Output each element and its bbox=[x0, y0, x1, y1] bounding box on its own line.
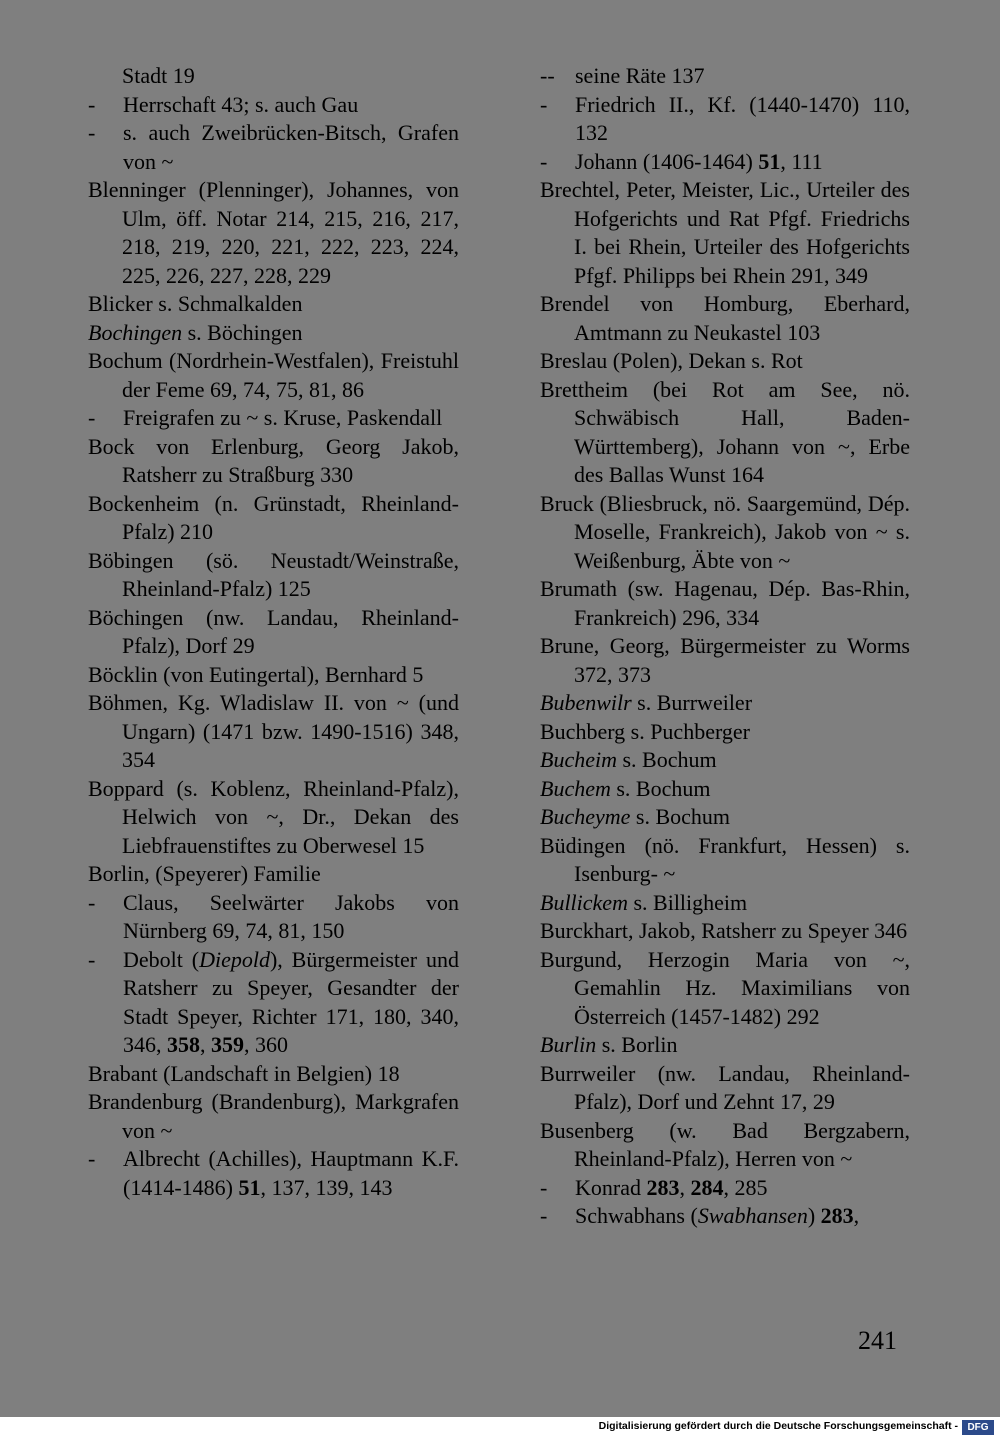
index-column-left bbox=[88, 62, 459, 1202]
entry-text: s. Böchingen bbox=[182, 319, 303, 345]
entry-text: , bbox=[200, 1032, 211, 1057]
index-entry bbox=[540, 917, 910, 946]
entry-text: , 111 bbox=[780, 148, 823, 174]
index-entry bbox=[540, 946, 910, 1032]
index-entry bbox=[88, 661, 459, 690]
entry-text: Johann (1406-1464) bbox=[575, 148, 759, 174]
index-entry bbox=[88, 547, 459, 604]
index-entry bbox=[88, 860, 459, 889]
dfg-logo: DFG bbox=[962, 1420, 994, 1435]
entry-text: Brumath (sw. Hagenau, Dép. Bas-Rhin, Frankreich) 296, 334 bbox=[540, 576, 910, 630]
entry-text: Böhmen, Kg. Wladislaw II. von ~ (und Ungarn) (1471 bzw. 1490-1516) 348, 354 bbox=[88, 690, 459, 772]
index-entry bbox=[540, 632, 910, 689]
subentry-dash: - bbox=[88, 946, 96, 972]
subentry-dash: -- bbox=[540, 63, 555, 88]
entry-text: Schwabhans ( bbox=[575, 1203, 698, 1228]
entry-text: Brune, Georg, Bürgermeister zu Worms 372, 373 bbox=[540, 633, 910, 687]
index-entry bbox=[88, 62, 459, 91]
entry-text: Albrecht (Achilles), Hauptmann K.F. (1414-1486) bbox=[123, 1146, 459, 1200]
entry-text: , 285 bbox=[723, 1174, 768, 1200]
entry-text: Breslau (Polen), Dekan s. Rot bbox=[540, 348, 803, 373]
entry-text: Böcklin (von Eutingertal), Bernhard 5 bbox=[88, 661, 424, 687]
index-entry bbox=[540, 575, 910, 632]
index-entry bbox=[540, 176, 910, 290]
entry-text: s. Bochum bbox=[630, 804, 731, 829]
index-entry bbox=[540, 290, 910, 347]
index-subentry bbox=[88, 91, 459, 120]
index-subentry bbox=[88, 404, 459, 433]
entry-text: Bruck (Bliesbruck, nö. Saargemünd, Dép. Moselle, Frankreich), Jakob von ~ s. Weißenburg, Äbte von ~ bbox=[540, 490, 910, 573]
index-subentry bbox=[540, 91, 910, 148]
entry-text: Bochingen bbox=[88, 319, 183, 345]
index-entry bbox=[88, 1060, 459, 1089]
index-entry bbox=[88, 689, 459, 775]
entry-text: Busenberg (w. Bad Bergzabern, Rheinland-Pfalz), Herren von ~ bbox=[540, 1117, 910, 1171]
entry-text: , 137, 139, 143 bbox=[260, 1174, 393, 1200]
entry-text: s. auch Zweibrücken-Bitsch, Grafen von ~ bbox=[123, 120, 459, 174]
entry-text: Freigrafen zu ~ s. Kruse, Paskendall bbox=[123, 405, 443, 430]
entry-text: seine Räte 137 bbox=[575, 63, 705, 88]
index-entry bbox=[88, 290, 459, 319]
entry-text: s. Burrweiler bbox=[631, 690, 753, 715]
index-entry bbox=[88, 433, 459, 490]
index-entry bbox=[88, 775, 459, 861]
entry-text: Brandenburg (Brandenburg), Markgrafen von ~ bbox=[88, 1089, 459, 1143]
index-entry bbox=[540, 718, 910, 747]
index-subentry bbox=[540, 148, 910, 177]
subentry-dash: - bbox=[540, 148, 548, 174]
subentry-dash: - bbox=[88, 889, 96, 915]
index-entry bbox=[88, 490, 459, 547]
subentry-dash: - bbox=[88, 91, 96, 117]
entry-text: ), Bürgermeister und Ratsherr zu Speyer, Gesandter der Stadt Speyer, Richter 171, 180, 340, 346, bbox=[123, 946, 459, 1057]
subentry-dash: - bbox=[88, 120, 96, 145]
entry-text: s. Bochum bbox=[616, 747, 717, 772]
entry-text: 283 bbox=[646, 1174, 680, 1200]
entry-text: Buchem bbox=[540, 775, 611, 801]
entry-text: , bbox=[853, 1203, 860, 1228]
index-entry bbox=[540, 775, 910, 804]
index-subentry bbox=[88, 119, 459, 176]
entry-text: Debolt ( bbox=[123, 946, 200, 972]
entry-text: Burrweiler (nw. Landau, Rheinland-Pfalz), Dorf und Zehnt 17, 29 bbox=[540, 1060, 910, 1114]
entry-text: Bullickem bbox=[540, 889, 628, 915]
entry-text: Brettheim (bei Rot am See, nö. Schwäbisch Hall, Baden-Württemberg), Johann von ~, Erbe des Ballas Wunst 164 bbox=[540, 376, 910, 487]
index-entry bbox=[88, 176, 459, 290]
entry-text: 51 bbox=[238, 1174, 261, 1200]
entry-text: Burckhart, Jakob, Ratsherr zu Speyer 346 bbox=[540, 918, 908, 943]
index-entry bbox=[540, 347, 910, 376]
entry-text: 284 bbox=[690, 1174, 724, 1200]
index-entry bbox=[540, 832, 910, 889]
entry-text: Bucheim bbox=[540, 747, 617, 772]
index-subentry bbox=[540, 1202, 910, 1231]
index-entry bbox=[88, 1088, 459, 1145]
footer-credit-text: Digitalisierung gefördert durch die Deutsche Forschungsgemeinschaft - bbox=[598, 1420, 958, 1432]
index-subentry bbox=[88, 889, 459, 946]
entry-text: Böchingen (nw. Landau, Rheinland-Pfalz), Dorf 29 bbox=[88, 604, 459, 658]
index-entry bbox=[540, 1031, 910, 1060]
entry-text: Herrschaft 43; s. auch Gau bbox=[123, 91, 359, 117]
entry-text: Brechtel, Peter, Meister, Lic., Urteiler des Hofgerichts und Rat Pfgf. Friedrichs I. bei Rhein, Urteiler des Hofgerichts Pfgf. Philipps bei Rhein 291, 349 bbox=[540, 177, 910, 288]
index-entry bbox=[88, 347, 459, 404]
index-entry bbox=[540, 803, 910, 832]
entry-text: Bubenwilr bbox=[540, 690, 632, 715]
index-entry bbox=[540, 889, 910, 918]
entry-text: Diepold bbox=[199, 946, 270, 972]
entry-text: Büdingen (nö. Frankfurt, Hessen) s. Isenburg- ~ bbox=[540, 832, 910, 886]
page-number: 241 bbox=[858, 1326, 897, 1355]
index-column-right bbox=[540, 62, 910, 1231]
entry-text: Friedrich II., Kf. (1440-1470) 110, 132 bbox=[575, 91, 910, 145]
entry-text: Blenninger (Plenninger), Johannes, von Ulm, öff. Notar 214, 215, 216, 217, 218, 219, 220, 221, 222, 223, 224, 225, 226, 227, 228, 229 bbox=[88, 177, 459, 288]
entry-text: Konrad bbox=[575, 1174, 647, 1200]
index-entry bbox=[540, 689, 910, 718]
entry-text: Blicker s. Schmalkalden bbox=[88, 291, 303, 316]
index-entry bbox=[540, 746, 910, 775]
footer-bar bbox=[0, 1417, 1000, 1439]
subentry-dash: - bbox=[88, 1146, 96, 1171]
entry-text: Böbingen (sö. Neustadt/Weinstraße, Rheinland-Pfalz) 125 bbox=[88, 547, 459, 601]
index-subentry bbox=[88, 1145, 459, 1202]
entry-text: Buchberg s. Puchberger bbox=[540, 718, 750, 744]
entry-text: Burgund, Herzogin Maria von ~, Gemahlin Hz. Maximilians von Österreich (1457-1482) 292 bbox=[540, 946, 910, 1029]
entry-text: 358 bbox=[167, 1032, 200, 1057]
entry-text: Bucheyme bbox=[540, 804, 631, 829]
entry-text: s. Bochum bbox=[610, 775, 711, 801]
entry-text: 283 bbox=[820, 1203, 854, 1228]
subentry-dash: - bbox=[88, 405, 96, 430]
entry-text: , bbox=[679, 1174, 691, 1200]
subentry-dash: - bbox=[540, 1203, 548, 1228]
entry-text: Brendel von Homburg, Eberhard, Amtmann zu Neukastel 103 bbox=[540, 291, 910, 345]
entry-text: Bockenheim (n. Grünstadt, Rheinland-Pfalz) 210 bbox=[88, 490, 459, 544]
entry-text: 359 bbox=[211, 1032, 244, 1057]
index-entry bbox=[540, 490, 910, 576]
subentry-dash: - bbox=[540, 1174, 548, 1200]
entry-text: Brabant (Landschaft in Belgien) 18 bbox=[88, 1060, 400, 1086]
index-entry bbox=[540, 1117, 910, 1174]
entry-text: 51 bbox=[758, 148, 781, 174]
entry-text: Borlin, (Speyerer) Familie bbox=[88, 861, 321, 886]
index-entry bbox=[540, 376, 910, 490]
entry-text: Bock von Erlenburg, Georg Jakob, Ratsherr zu Straßburg 330 bbox=[88, 433, 459, 487]
index-subentry bbox=[540, 1174, 910, 1203]
index-subentry bbox=[540, 62, 910, 91]
entry-text: , 360 bbox=[244, 1032, 288, 1057]
entry-text: Bochum (Nordrhein-Westfalen), Freistuhl der Feme 69, 74, 75, 81, 86 bbox=[88, 348, 459, 402]
entry-text: Stadt 19 bbox=[122, 63, 195, 88]
index-subentry bbox=[88, 946, 459, 1060]
entry-text: Burlin bbox=[540, 1032, 597, 1057]
entry-text: Swabhansen bbox=[697, 1203, 808, 1228]
entry-text: ) bbox=[807, 1203, 821, 1228]
entry-text: Claus, Seelwärter Jakobs von Nürnberg 69, 74, 81, 150 bbox=[123, 889, 459, 943]
entry-text: s. Billigheim bbox=[627, 889, 748, 915]
entry-text: Boppard (s. Koblenz, Rheinland-Pfalz), Helwich von ~, Dr., Dekan des Liebfrauenstiftes zu Oberwesel 15 bbox=[88, 775, 459, 858]
index-entry bbox=[88, 319, 459, 348]
index-entry bbox=[88, 604, 459, 661]
entry-text: s. Borlin bbox=[596, 1032, 678, 1057]
subentry-dash: - bbox=[540, 91, 548, 117]
index-entry bbox=[540, 1060, 910, 1117]
